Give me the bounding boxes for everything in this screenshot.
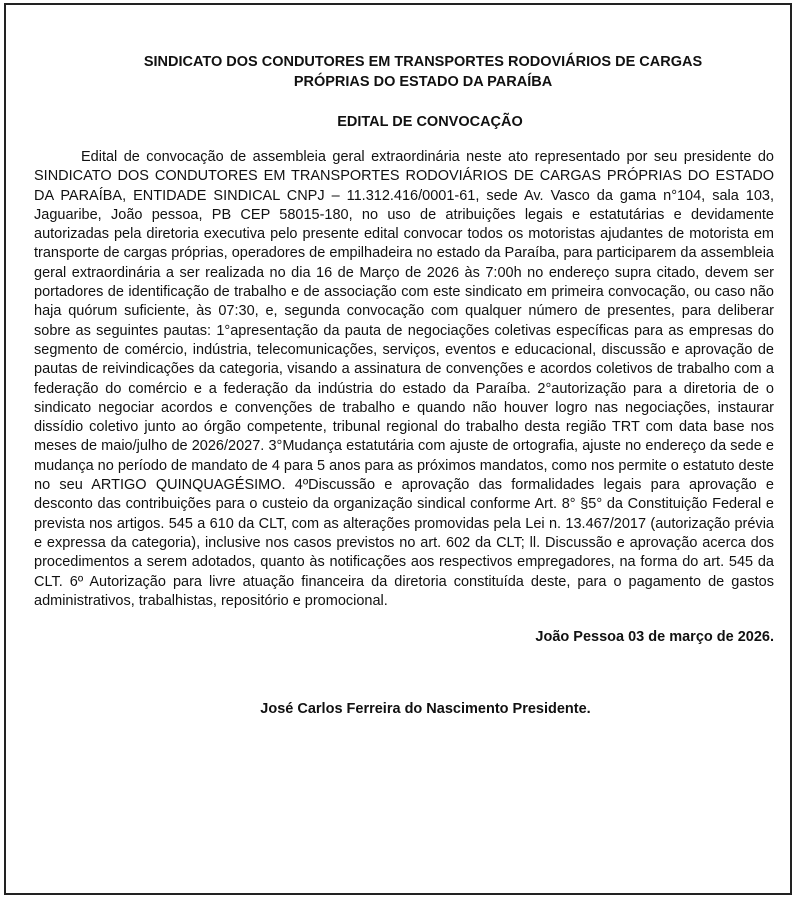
organization-name-line-2: PRÓPRIAS DO ESTADO DA PARAÍBA <box>293 74 553 90</box>
organization-name-line-1: SINDICATO DOS CONDUTORES EM TRANSPORTES RODOVIÁRIOS DE CARGAS <box>143 54 703 70</box>
notice-document <box>34 52 774 719</box>
organization-name <box>34 52 774 92</box>
document-title: EDITAL DE CONVOCAÇÃO <box>337 114 523 130</box>
signature: José Carlos Ferreira do Nascimento Presidente. <box>260 701 591 718</box>
place-date: João Pessoa 03 de março de 2026. <box>535 629 774 646</box>
notice-body: Edital de convocação de assembleia geral extraordinária neste ato representado por seu presidente do SINDICATO DOS CONDUTORES EM TRANSPORTES RODOVIÁRIOS DE CARGAS PRÓPRIAS DO ESTADO DA PARAÍBA, ENTIDADE SINDICAL CNPJ – 11.312.416/0001-61, sede Av. Vasco da gama n°104, sala 103, Jaguaribe, João pessoa, PB CEP 58015-180, no uso de atribuições legais e estatutárias e devidamente autorizadas pela diretoria executiva pelo presente edital convocar todos os motoristas ajudantes de motorista em transporte de cargas próprias, operadores de empilhadeira no estado da Paraíba, para participarem da assembleia geral extraordinária a ser realizada no dia 16 de Março de 2026 às 7:00h no endereço supra citado, devem ser portadores de identificação de trabalho e de associação com este sindicato em primeira convocação, ou caso não haja quórum suficiente, às 07:30, e, segunda convocação com qualquer número de presentes, para deliberar sobre as seguintes pautas: 1°apresentação da pauta de negociações coletivas específicas para as empresas do segmento de comércio, indústria, telecomunicações, serviços, eventos e educacional, discussão e aprovação de pautas de reivindicações da categoria, visando a assinatura de convenções e acordos coletivos de trabalho com a federação do comércio e a federação da indústria do estado da Paraíba. 2°autorização para a diretoria de o sindicato negociar acordos e convenções de trabalho e quando não houver logro nas negociações, instaurar dissídio coletivo junto ao órgão competente, tribunal regional do trabalho desta região TRT com data base nos meses de maio/julho de 2026/2027. 3°Mudança estatutária com ajuste de ortografia, ajuste no endereço da sede e mudança no período de mandato de 4 para 5 anos para as próximos mandatos, como nos permite o estatuto deste no seu ARTIGO QUINQUAGÉSIMO. 4ºDiscussão e aprovação das formalidades legais para aprovação e desconto das contribuições para o custeio da organização sindical conforme Art. 8° §5° da Constituição Federal e prevista nos artigos. 545 a 610 da CLT, com as alterações promovidas pela Lei n. 13.467/2017 (autorização prévia e expressa da categoria), inclusive nos casos previstos no art. 602 da CLT; ll. Discussão e aprovação acerca dos procedimentos a serem adotados, quanto às notificações aos respectivos empregadores, na forma do art. 545 da CLT. 6º Autorização para livre atuação financeira da diretoria constituída deste, para o pagamento de gastos administrativos, trabalhistas, repositório e promocional. <box>34 149 774 609</box>
document-frame <box>4 3 792 895</box>
